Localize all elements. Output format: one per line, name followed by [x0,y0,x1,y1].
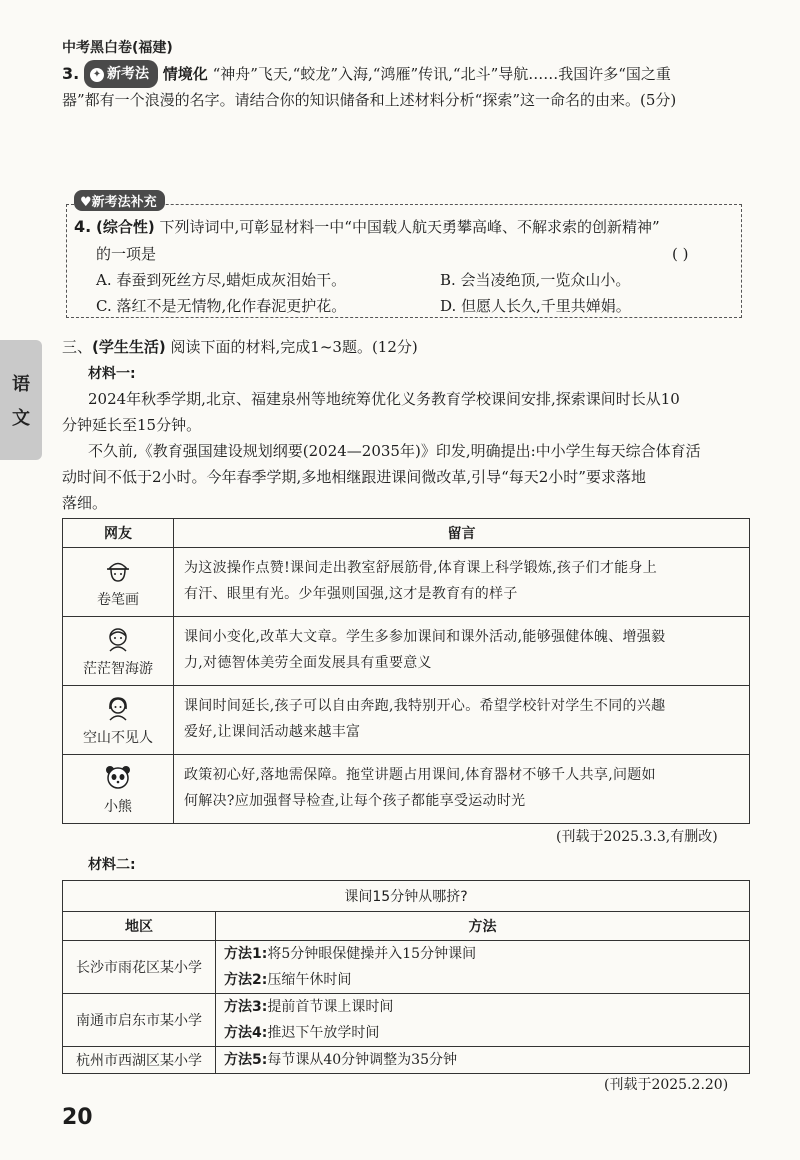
user-cell [63,686,174,755]
material-1-para2-line3: 落细。 [62,494,108,512]
column-header-user: 网友 [63,519,174,548]
table-row [63,941,750,994]
table-row [63,617,750,686]
table-row [63,994,750,1047]
question-text: “神舟”飞天,“蛟龙”入海,“鸿雁”传讯,“北斗”导航……我国许多“国之重 [212,65,671,83]
material-2-title: 材料二: [88,857,136,873]
side-tab-char: 文 [12,408,30,429]
table-row [63,755,750,824]
table-header-row [63,912,750,941]
question-number: 4. [74,217,92,236]
question-text: 下列诗词中,可彰显材料一中“中国载人航天勇攀高峰、不解求索的创新精神” [159,218,660,236]
material-1-para1-line1: 2024年秋季学期,北京、福建泉州等地统筹优化义务教育学校课间安排,探索课间时长从10 [88,390,680,408]
material-1-para2-line2: 动时间不低于2小时。今年春季学期,多地相继跟进课间微改革,引导“每天2小时”要求落地 [62,468,646,486]
subject-side-tab [0,340,42,460]
user-name: 茫茫智海游 [83,661,153,677]
source-note: (刊载于2025.2.20) [604,1077,729,1093]
material-1-para1-line2: 分钟延长至15分钟。 [62,416,202,434]
table-title-row [63,881,750,912]
question-number: 3. [62,64,80,83]
user-cell [63,755,174,824]
question-3-line2: 器”都有一个浪漫的名字。请结合你的知识储备和上述材料分析“探索”这一命名的由来。(5分) [62,91,677,109]
page-number: 20 [62,1105,93,1130]
user-cell [63,548,174,617]
region-cell: 南通市启东市某小学 [63,994,216,1047]
message-cell: 为这波操作点赞!课间走出教室舒展筋骨,体育课上科学锻炼,孩子们才能身上 有汗、眼里有光。少年强则国强,这才是教育有的样子 [174,548,750,617]
section-heading: 三、(学生生活) 阅读下面的材料,完成1~3题。(12分) [62,338,418,356]
woman-avatar-icon [105,695,131,721]
question-4-line2: 的一项是 [96,245,157,263]
user-cell [63,617,174,686]
comments-table [62,518,750,824]
question-4 [74,214,660,240]
table-title: 课间15分钟从哪挤? [63,881,750,912]
panda-avatar-icon [104,764,132,790]
user-name: 空山不见人 [83,730,153,746]
user-name: 小熊 [104,799,132,815]
lightbulb-icon: ✦ [90,68,104,82]
side-tab-char: 语 [12,374,30,395]
user-name: 卷笔画 [97,592,139,608]
new-method-tag: ✦ 新考法 [84,60,158,88]
column-header-message: 留言 [174,519,750,548]
column-header-method: 方法 [216,912,750,941]
option-c: C. 落红不是无情物,化作春泥更护花。 [96,297,347,315]
question-label: 情境化 [162,65,208,83]
table-row [63,1047,750,1074]
question-3 [62,60,671,88]
method-cell: 方法1:将5分钟眼保健操并入15分钟课间 方法2:压缩午休时间 [216,941,750,994]
region-cell: 杭州市西湖区某小学 [63,1047,216,1074]
heart-icon: ♥ [80,195,92,210]
material-1-para2-line1: 不久前,《教育强国建设规划纲要(2024—2035年)》印发,明确提出:中小学生每天综合体育活 [88,442,701,460]
region-cell: 长沙市雨花区某小学 [63,941,216,994]
question-label: (综合性) [96,218,155,236]
option-b: B. 会当凌绝顶,一览众山小。 [440,271,631,289]
methods-table [62,880,750,1074]
table-row [63,686,750,755]
method-cell: 方法5:每节课从40分钟调整为35分钟 [216,1047,750,1074]
source-note: (刊载于2025.3.3,有删改) [556,829,718,845]
message-cell: 课间小变化,改革大文章。学生多参加课间和课外活动,能够强健体魄、增强毅 力,对德智体美劳全面发展具有重要意义 [174,617,750,686]
message-cell: 课间时间延长,孩子可以自由奔跑,我特别开心。希望学校针对学生不同的兴趣 爱好,让课间活动越来越丰富 [174,686,750,755]
table-header-row [63,519,750,548]
message-cell: 政策初心好,落地需保障。拖堂讲题占用课间,体育器材不够千人共享,问题如 何解决?应加强督导检查,让每个孩子都能享受运动时光 [174,755,750,824]
section-label: (学生生活) [92,338,166,356]
hardhat-avatar-icon [105,557,131,583]
answer-parentheses: ( ) [672,245,689,263]
method-cell: 方法3:提前首节课上课时间 方法4:推迟下午放学时间 [216,994,750,1047]
girl-avatar-icon [105,626,131,652]
option-d: D. 但愿人长久,千里共婵娟。 [440,297,631,315]
table-row [63,548,750,617]
running-header: 中考黑白卷(福建) [62,40,173,56]
supplement-tag: ♥新考法补充 [74,190,165,211]
column-header-region: 地区 [63,912,216,941]
material-1-title: 材料一: [88,366,136,382]
option-a: A. 春蚕到死丝方尽,蜡炬成灰泪始干。 [96,271,347,289]
